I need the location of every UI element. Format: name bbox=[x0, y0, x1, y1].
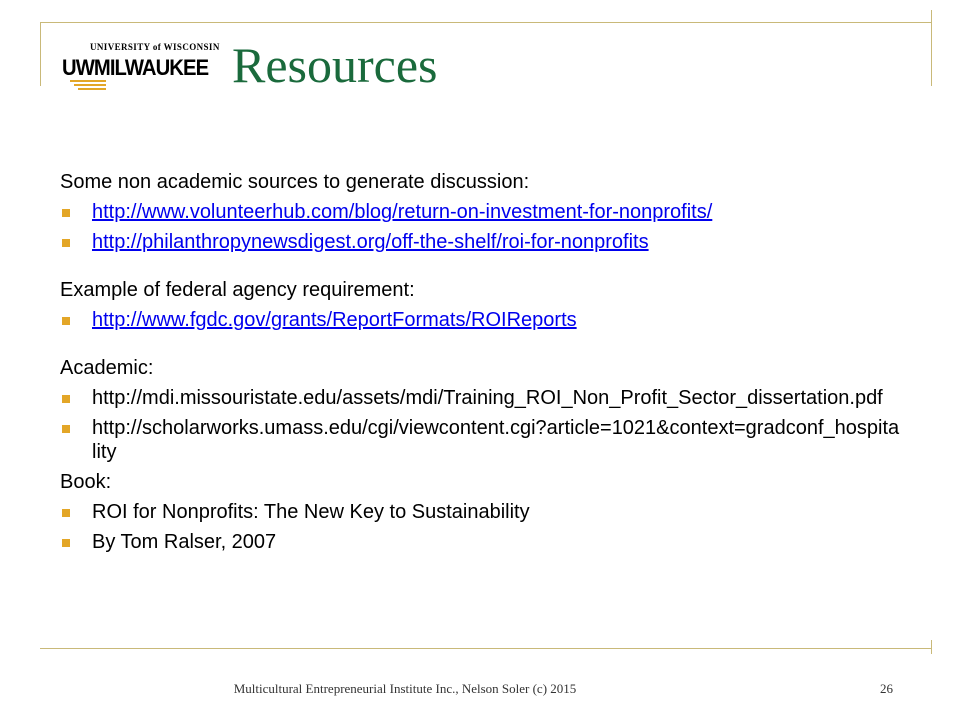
slide-title: Resources bbox=[232, 37, 438, 93]
logo-milwaukee-text: UWMILWAUKEE bbox=[62, 55, 209, 80]
book-title: ROI for Nonprofits: The New Key to Sustainability bbox=[92, 501, 530, 523]
list-item bbox=[60, 200, 900, 224]
frame-top-line bbox=[40, 22, 932, 23]
section-heading: Academic: bbox=[60, 357, 154, 379]
section-heading: Example of federal agency requirement: bbox=[60, 279, 415, 301]
bullet-list bbox=[60, 200, 900, 254]
resource-text: http://scholarworks.umass.edu/cgi/viewcontent.cgi?article=1021&context=gradconf_hospitality bbox=[92, 417, 900, 463]
bullet-list bbox=[60, 308, 900, 332]
list-item bbox=[60, 530, 900, 554]
bullet-square-icon bbox=[62, 209, 70, 217]
slide-content bbox=[60, 170, 900, 554]
frame-left-line bbox=[40, 22, 41, 86]
bullet-list bbox=[60, 386, 900, 464]
list-item bbox=[60, 416, 900, 464]
section-heading: Book: bbox=[60, 471, 112, 493]
section-heading: Some non academic sources to generate discussion: bbox=[60, 171, 530, 193]
resource-link[interactable]: http://www.fgdc.gov/grants/ReportFormats/ROIReports bbox=[92, 309, 577, 331]
bullet-square-icon bbox=[62, 239, 70, 247]
bullet-square-icon bbox=[62, 539, 70, 547]
bullet-square-icon bbox=[62, 317, 70, 325]
logo-university-text: UNIVERSITY of WISCONSIN bbox=[90, 42, 220, 52]
bullet-list bbox=[60, 500, 900, 554]
list-item bbox=[60, 230, 900, 254]
list-item bbox=[60, 386, 900, 410]
bullet-square-icon bbox=[62, 395, 70, 403]
page-number: 26 bbox=[880, 681, 893, 696]
list-item bbox=[60, 308, 900, 332]
uwm-logo bbox=[62, 42, 220, 92]
list-item bbox=[60, 500, 900, 524]
logo-stripes-icon bbox=[62, 80, 112, 90]
book-author: By Tom Ralser, 2007 bbox=[92, 531, 277, 553]
resource-link[interactable]: http://philanthropynewsdigest.org/off-the-shelf/roi-for-nonprofits bbox=[92, 231, 649, 253]
bullet-square-icon bbox=[62, 509, 70, 517]
slide-footer: Multicultural Entrepreneurial Institute Inc., Nelson Soler (c) 2015 bbox=[233, 681, 577, 696]
frame-right-line bbox=[931, 10, 932, 86]
resource-text: http://mdi.missouristate.edu/assets/mdi/Training_ROI_Non_Profit_Sector_dissertation.pdf bbox=[92, 387, 883, 409]
frame-bottom-tick bbox=[931, 640, 932, 654]
frame-bottom-line bbox=[40, 648, 932, 649]
resource-link[interactable]: http://www.volunteerhub.com/blog/return-on-investment-for-nonprofits/ bbox=[92, 201, 713, 223]
bullet-square-icon bbox=[62, 425, 70, 433]
